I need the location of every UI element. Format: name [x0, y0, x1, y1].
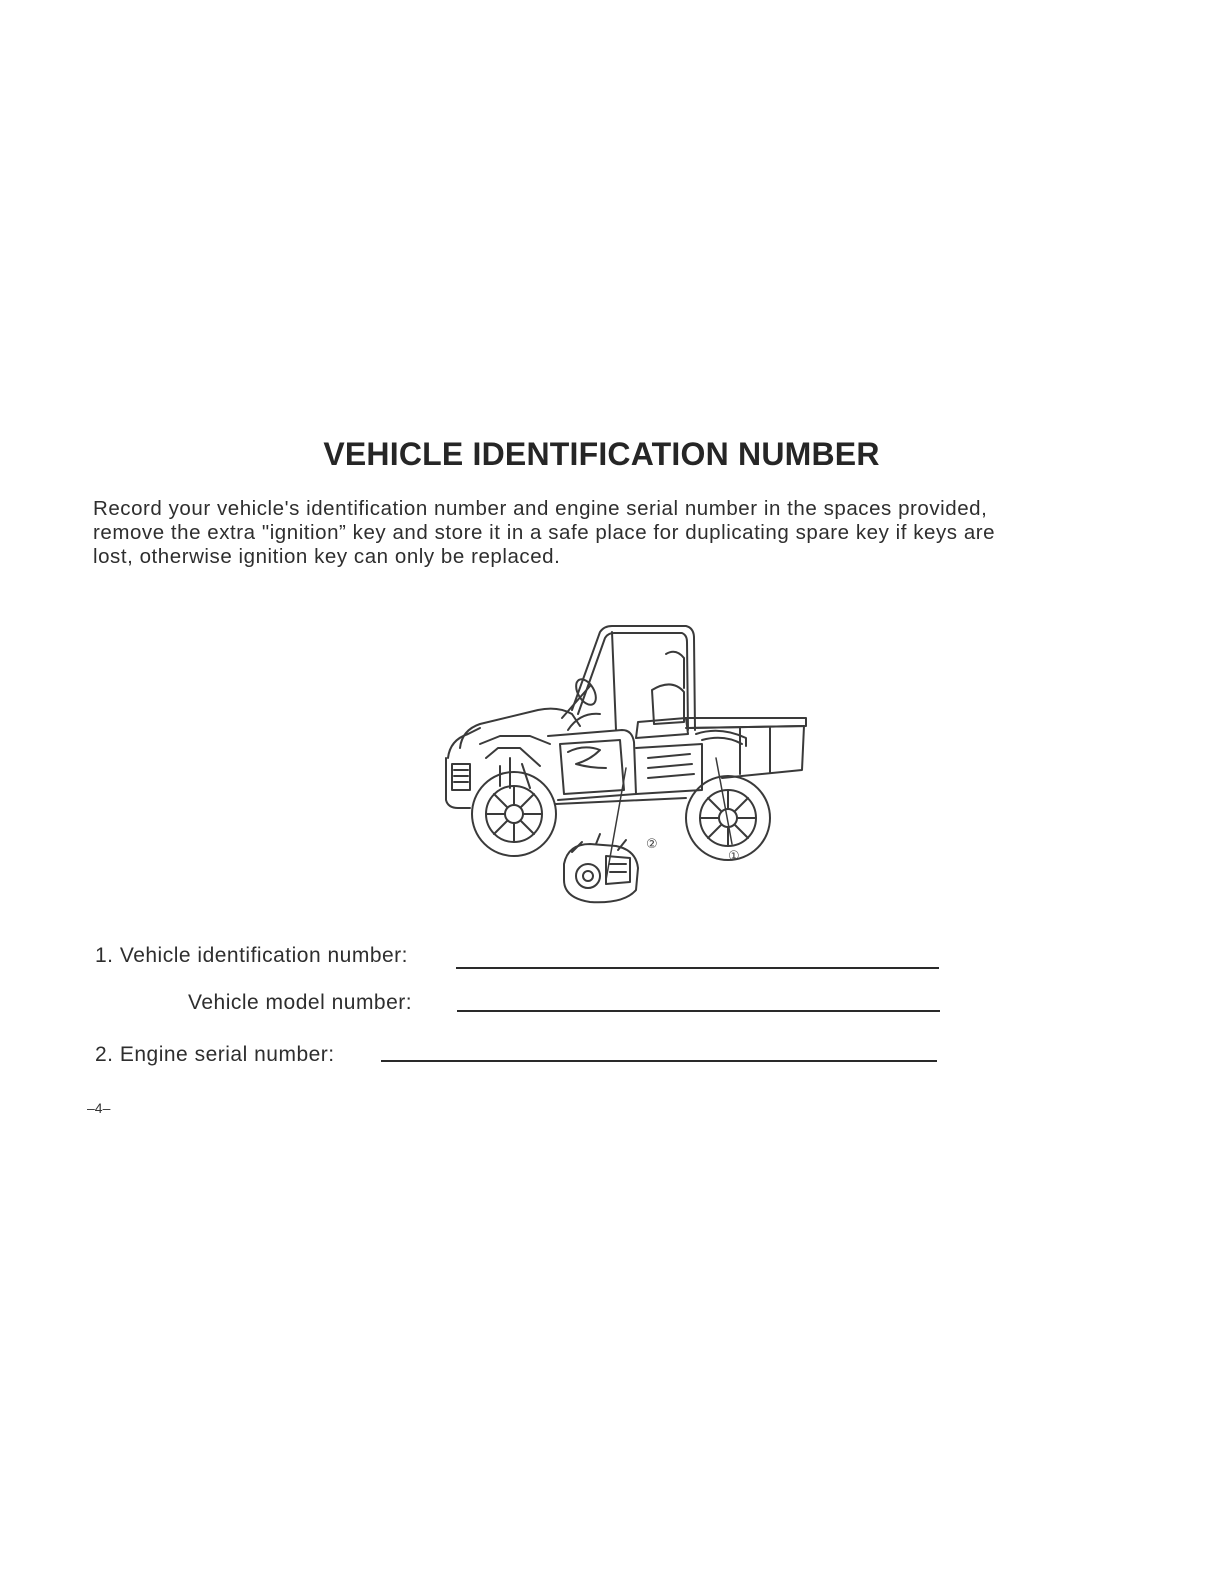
page-number: –4–	[87, 1100, 111, 1116]
engine-serial-label: 2. Engine serial number:	[95, 1043, 335, 1066]
intro-line: remove the extra "ignition” key and store it in a safe place for duplicating spare key if keys are	[93, 521, 996, 544]
callout-2: ②	[646, 837, 658, 852]
front-wheel	[472, 772, 556, 856]
callout-1: ①	[728, 849, 740, 864]
callout-1-marker	[728, 849, 740, 864]
rear-wheel	[686, 776, 770, 860]
page-title: VEHICLE IDENTIFICATION NUMBER	[323, 436, 880, 472]
model-number-label: Vehicle model number:	[188, 991, 413, 1014]
callout-2-marker	[646, 837, 658, 852]
utv-vehicle-illustration	[440, 618, 810, 910]
engine-illustration	[564, 834, 638, 902]
vin-entry-line[interactable]	[456, 967, 939, 969]
engine-serial-entry-line[interactable]	[381, 1060, 937, 1062]
intro-line: lost, otherwise ignition key can only be replaced.	[93, 545, 561, 568]
vin-label: 1. Vehicle identification number:	[95, 944, 409, 967]
model-number-entry-line[interactable]	[457, 1010, 940, 1012]
intro-line: Record your vehicle's identification number and engine serial number in the spaces provided,	[93, 497, 988, 520]
leader-line-frame	[716, 758, 732, 844]
intro-paragraph	[93, 497, 1133, 569]
cargo-bed	[686, 718, 806, 778]
seat	[636, 684, 688, 738]
side-panel	[548, 730, 702, 800]
